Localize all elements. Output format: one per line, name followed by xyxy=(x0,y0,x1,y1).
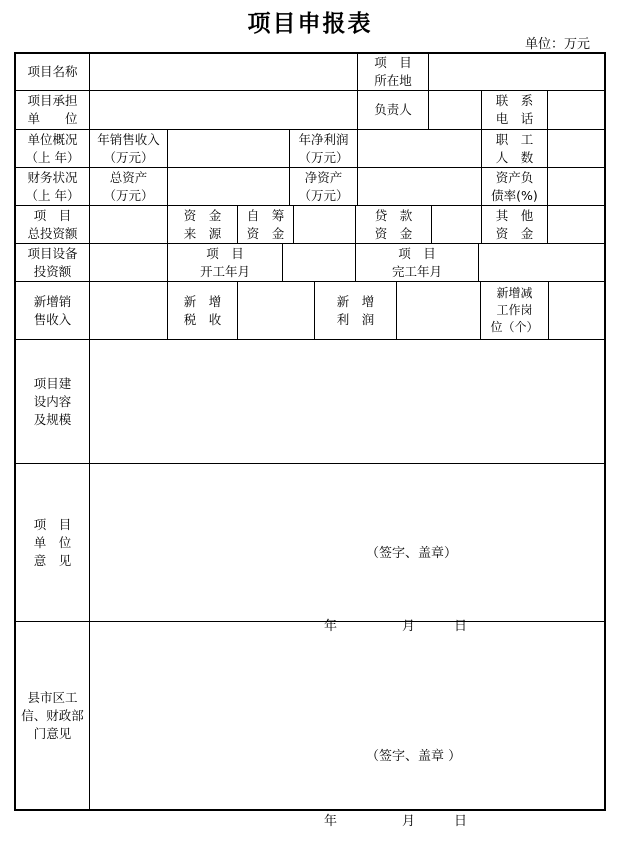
table-row xyxy=(16,340,604,464)
annual-sales-label xyxy=(90,130,168,167)
loan-fund-label xyxy=(356,206,432,243)
label-text: 来 源 xyxy=(183,225,222,241)
label-text: 税 收 xyxy=(183,311,222,327)
self-fund-label xyxy=(238,206,294,243)
equipment-investment-field[interactable] xyxy=(90,244,168,281)
new-profit-field[interactable] xyxy=(397,282,481,339)
label-text: 职 工 xyxy=(495,131,534,147)
date-line: 年 月 日 xyxy=(324,619,468,634)
new-sales-field[interactable] xyxy=(90,282,168,339)
label-text: 财务状况 xyxy=(27,169,78,185)
label-text: 贷 款 xyxy=(374,207,413,223)
project-name-field[interactable] xyxy=(90,54,358,90)
table-row xyxy=(16,168,604,206)
label-text: 单 位 xyxy=(33,534,72,550)
unit-opinion-field[interactable] xyxy=(90,464,604,634)
label-text: 联 系 xyxy=(495,93,534,108)
table-row xyxy=(16,622,604,829)
label-text: 完工年月 xyxy=(391,263,442,279)
self-fund-field[interactable] xyxy=(294,206,356,243)
label-text: 所在地 xyxy=(374,73,412,88)
label-text: 位（个） xyxy=(490,320,539,334)
staff-count-field[interactable] xyxy=(548,130,604,167)
staff-count-label xyxy=(482,130,548,167)
other-fund-field[interactable] xyxy=(548,206,604,243)
label-text: 新增销 xyxy=(33,293,72,309)
financial-status-label xyxy=(16,168,90,205)
label-text: 总资产 xyxy=(109,169,148,185)
label-text: 及规模 xyxy=(33,411,72,427)
label-text: 项 目 xyxy=(33,207,72,223)
debt-ratio-label xyxy=(482,168,548,205)
net-assets-field[interactable] xyxy=(358,168,482,205)
label-text: 债率(%) xyxy=(491,187,538,203)
label-text: 净资产 xyxy=(304,169,343,185)
project-location-label xyxy=(358,54,429,90)
label-text: 利 润 xyxy=(336,311,375,327)
table-row xyxy=(16,91,604,130)
project-location-field[interactable] xyxy=(429,54,604,90)
label-text: 新 增 xyxy=(336,293,375,309)
label-text: 信、财政部 xyxy=(21,707,84,723)
label-text: 负责人 xyxy=(374,102,412,117)
label-text: 资 金 xyxy=(246,225,285,241)
label-text: （万元） xyxy=(103,149,154,165)
total-investment-field[interactable] xyxy=(90,206,168,243)
total-assets-field[interactable] xyxy=(168,168,290,205)
label-text: （万元） xyxy=(298,149,349,165)
label-text: 县市区工 xyxy=(27,689,78,705)
table-row xyxy=(16,244,604,282)
new-profit-label xyxy=(315,282,397,339)
fund-source-label xyxy=(168,206,238,243)
label-text: 电 话 xyxy=(495,111,534,126)
label-text: 项 目 xyxy=(398,245,436,261)
label-text: 投资额 xyxy=(33,263,72,279)
construction-content-field[interactable] xyxy=(90,340,604,463)
label-text: 其 他 xyxy=(495,207,534,223)
project-name-label xyxy=(16,54,90,90)
label-text: 新 增 xyxy=(183,293,222,309)
label-text: 新增减 xyxy=(496,286,533,300)
label-text: 工作岗 xyxy=(496,303,533,317)
label-text: 自 筹 xyxy=(246,207,285,223)
label-text: （万元） xyxy=(298,187,349,203)
date-line: 年 月 日 xyxy=(324,814,468,829)
completion-date-field[interactable] xyxy=(479,244,604,281)
loan-fund-field[interactable] xyxy=(432,206,482,243)
label-text: 项目建 xyxy=(33,375,72,391)
table-row xyxy=(16,464,604,634)
completion-date-label xyxy=(356,244,479,281)
label-text: （上 年） xyxy=(25,187,80,203)
label-text: 门意见 xyxy=(33,725,72,741)
page-title: 项目申报表 xyxy=(247,11,373,37)
label-text: （上 年） xyxy=(25,149,80,165)
start-date-field[interactable] xyxy=(283,244,356,281)
label-text: 项 目 xyxy=(374,55,412,70)
label-text: 项目设备 xyxy=(27,245,78,261)
unit-opinion-label xyxy=(16,464,90,621)
label-text: 设内容 xyxy=(33,393,72,409)
table-row xyxy=(16,206,604,244)
table-row xyxy=(16,54,604,91)
label-text: 资 金 xyxy=(183,207,222,223)
unit-overview-label xyxy=(16,130,90,167)
table-row xyxy=(16,282,604,340)
principal-label xyxy=(358,91,429,129)
new-jobs-field[interactable] xyxy=(549,282,604,339)
label-text: 项目承担 xyxy=(27,93,78,108)
new-tax-label xyxy=(168,282,238,339)
new-jobs-label xyxy=(481,282,549,339)
label-text: 年净利润 xyxy=(298,131,349,147)
undertaking-unit-field[interactable] xyxy=(90,91,358,129)
total-assets-label xyxy=(90,168,168,205)
other-fund-label xyxy=(482,206,548,243)
contact-phone-field[interactable] xyxy=(548,91,604,129)
dept-opinion-field[interactable] xyxy=(90,622,604,829)
unit-note: 单位：万元 xyxy=(524,37,590,52)
equipment-investment-label xyxy=(16,244,90,281)
construction-content-label xyxy=(16,340,90,463)
label-text: 资产负 xyxy=(495,169,534,185)
signature-seal-note: （签字、盖章） xyxy=(366,546,458,561)
principal-field[interactable] xyxy=(429,91,482,129)
label-text: 开工年月 xyxy=(199,263,250,279)
total-investment-label xyxy=(16,206,90,243)
net-assets-label xyxy=(290,168,358,205)
label-text: 资 金 xyxy=(374,225,413,241)
label-text: 单位概况 xyxy=(27,131,78,147)
signature-seal-note: （签字、盖章 ） xyxy=(366,749,462,764)
label-text: 单 位 xyxy=(27,111,78,126)
label-text: 项 目 xyxy=(206,245,244,261)
label-text: 项 目 xyxy=(33,516,72,532)
label-text: 项目名称 xyxy=(27,64,78,79)
application-form-table xyxy=(14,52,606,829)
new-tax-field[interactable] xyxy=(238,282,315,339)
label-text: 售收入 xyxy=(33,311,72,327)
label-text: 年销售收入 xyxy=(97,131,160,147)
label-text: 人 数 xyxy=(495,149,534,165)
net-profit-field[interactable] xyxy=(358,130,482,167)
net-profit-label xyxy=(290,130,358,167)
label-text: （万元） xyxy=(103,187,154,203)
dept-opinion-label xyxy=(16,622,90,809)
label-text: 意 见 xyxy=(33,552,72,568)
label-text: 资 金 xyxy=(495,225,534,241)
undertaking-unit-label xyxy=(16,91,90,129)
start-date-label xyxy=(168,244,283,281)
label-text: 总投资额 xyxy=(27,225,78,241)
new-sales-label xyxy=(16,282,90,339)
annual-sales-field[interactable] xyxy=(168,130,290,167)
contact-phone-label xyxy=(482,91,548,129)
debt-ratio-field[interactable] xyxy=(548,168,604,205)
table-row xyxy=(16,130,604,168)
